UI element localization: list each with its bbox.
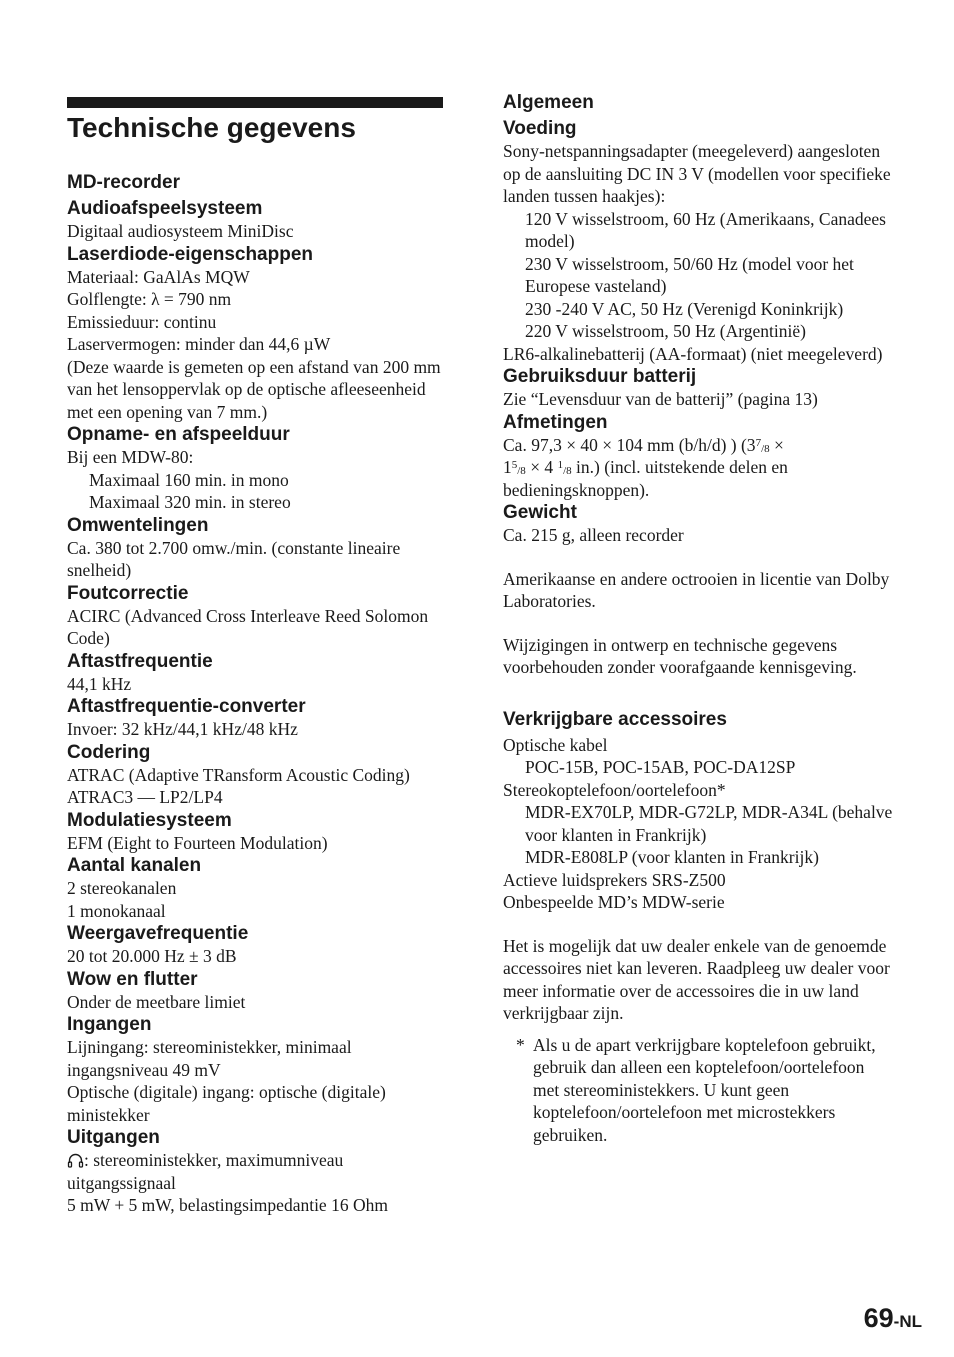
spec-heading-sampling-frequency: Aftastfrequentie xyxy=(67,650,213,672)
spec-text-power-adapter: Sony-netspanningsadapter (meegeleverd) aangesloten op de aansluiting DC IN 3 V (modellen voor specifieke landen tussen haakjes): xyxy=(503,141,891,206)
spec-heading-coding: Codering xyxy=(67,741,151,763)
dimensions-height-whole: 1 xyxy=(503,457,512,477)
spec-text-dimensions xyxy=(503,434,893,502)
design-change-notice: Wijzigingen in ontwerp en technische gegevens voorbehouden zonder voorafgaande kennisgeving. xyxy=(503,634,857,677)
fraction-denominator: /8 xyxy=(761,442,770,455)
footnote-asterisk: * xyxy=(516,1034,525,1055)
headphone-output-text: : stereoministekker, maximumniveau uitgangssignaal xyxy=(67,1150,344,1193)
accessory-headphones-france: MDR-E808LP (voor klanten in Frankrijk) xyxy=(525,847,819,867)
fraction-numerator: 5 xyxy=(511,459,518,471)
spec-text-recording-disc: Bij een MDW-80: xyxy=(67,447,194,467)
dealer-availability-notice: Het is mogelijk dat uw dealer enkele van de genoemde accessoires niet kan leveren. Raadpleeg uw dealer voor meer informatie over de accessoires die in uw land verkrijgbaar zijn. xyxy=(503,935,890,1023)
spec-text-weight: Ca. 215 g, alleen recorder xyxy=(503,525,684,545)
spec-text-power-uk: 230 -240 V AC, 50 Hz (Verenigd Koninkrijk) xyxy=(525,298,844,319)
fraction-denominator: /8 xyxy=(517,465,526,477)
spec-text-recording-mono: Maximaal 160 min. in mono xyxy=(89,469,289,490)
spec-text-laser-wavelength: Golflengte: λ = 790 nm xyxy=(67,289,232,309)
spec-text-laser-emission: Emissieduur: continu xyxy=(67,311,217,332)
spec-heading-battery-life: Gebruiksduur batterij xyxy=(503,366,697,387)
fraction-numerator: 1 xyxy=(557,459,564,471)
accessory-optical-cable: Optische kabel xyxy=(503,734,608,755)
patent-notice: Amerikaanse en andere octrooien in licentie van Dolby Laboratories. xyxy=(503,568,890,611)
spec-text-wow-flutter: Onder de meetbare limiet xyxy=(67,991,246,1012)
left-column xyxy=(67,0,447,1217)
spec-heading-modulation: Modulatiesysteem xyxy=(67,809,232,831)
spec-text-power-120v: 120 V wisselstroom, 60 Hz (Amerikaans, Canadees model) xyxy=(525,208,886,251)
dimensions-metric: Ca. 97,3 × 40 × 104 mm (b/h/d) ) (3 xyxy=(503,434,756,455)
spec-text-modulation: EFM (Eight to Fourteen Modulation) xyxy=(67,832,328,853)
page-number-suffix: -NL xyxy=(893,1312,922,1331)
spec-heading-revolutions: Omwentelingen xyxy=(67,514,209,536)
section-heading-general: Algemeen xyxy=(503,92,594,113)
section-heading-md-recorder: MD-recorder xyxy=(67,172,180,193)
spec-text-revolutions: Ca. 380 tot 2.700 omw./min. (constante lineaire snelheid) xyxy=(67,537,401,580)
accessory-optical-cable-models: POC-15B, POC-15AB, POC-DA12SP xyxy=(525,757,796,777)
page-number-value: 69 xyxy=(863,1303,894,1333)
spec-text-coding-atrac: ATRAC (Adaptive TRansform Acoustic Coding) xyxy=(67,764,410,785)
spec-text-power-220v: 220 V wisselstroom, 50 Hz (Argentinië) xyxy=(525,321,806,341)
spec-text-coding-atrac3: ATRAC3 — LP2/LP4 xyxy=(67,787,223,807)
fraction-denominator: /8 xyxy=(563,465,572,477)
spec-text-recording-stereo: Maximaal 320 min. in stereo xyxy=(89,492,291,512)
spec-text-error-correction: ACIRC (Advanced Cross Interleave Reed Solomon Code) xyxy=(67,605,429,648)
spec-heading-dimensions: Afmetingen xyxy=(503,411,608,433)
footnote-text: Als u de apart verkrijgbare koptelefoon gebruikt, gebruik dan alleen een koptelefoon/oortelefoon met stereoministekkers. U kunt geen koptelefoon/oortelefoon met microstekkers gebruiken. xyxy=(533,1034,876,1145)
spec-text-rate-converter: Invoer: 32 kHz/44,1 kHz/48 kHz xyxy=(67,719,298,739)
spec-text-channels-stereo: 2 stereokanalen xyxy=(67,878,177,898)
spec-heading-weight: Gewicht xyxy=(503,502,577,523)
spec-heading-frequency-response: Weergavefrequentie xyxy=(67,923,249,944)
spec-heading-laser-diode: Laserdiode-eigenschappen xyxy=(67,243,314,265)
spec-heading-inputs: Ingangen xyxy=(67,1014,152,1035)
spec-text-sampling-frequency: 44,1 kHz xyxy=(67,673,132,694)
spec-heading-channels: Aantal kanalen xyxy=(67,855,202,876)
section-heading-accessories: Verkrijgbare accessoires xyxy=(503,708,727,730)
spec-text-battery-life: Zie “Levensduur van de batterij” (pagina 13) xyxy=(503,389,818,409)
spec-heading-rate-converter: Aftastfrequentie-converter xyxy=(67,696,306,717)
spec-heading-audio-system: Audioafspeelsysteem xyxy=(67,198,263,219)
accessory-headphones: Stereokoptelefoon/oortelefoon* xyxy=(503,779,726,800)
spec-text-line-input: Lijningang: stereoministekker, minimaal ingangsniveau 49 mV xyxy=(67,1037,352,1080)
spec-heading-recording-time: Opname- en afspeelduur xyxy=(67,424,290,445)
footnote xyxy=(503,1034,893,1147)
spec-text-headphone-output xyxy=(67,1149,447,1194)
fraction-numerator: 7 xyxy=(755,436,762,449)
dimensions-times: × xyxy=(769,434,784,455)
spec-text-laser-material: Materiaal: GaAlAs MQW xyxy=(67,266,250,287)
spec-text-channels-mono: 1 monokanaal xyxy=(67,900,166,921)
spec-text-laser-note: (Deze waarde is gemeten op een afstand van 200 mm van het lensoppervlak op de optische afleeseenheid met een opening van 7 mm.) xyxy=(67,356,441,422)
headphones-icon xyxy=(67,1151,84,1167)
spec-text-battery-type: LR6-alkalinebatterij (AA-formaat) (niet meegeleverd) xyxy=(503,343,883,364)
accessory-headphones-models: MDR-EX70LP, MDR-G72LP, MDR-A34L (behalve voor klanten in Frankrijk) xyxy=(525,802,893,845)
spec-text-power-230v: 230 V wisselstroom, 50/60 Hz (model voor het Europese vasteland) xyxy=(525,253,854,296)
dimensions-depth-whole: × 4 xyxy=(525,457,558,477)
spec-heading-wow-flutter: Wow en flutter xyxy=(67,968,198,990)
accessory-speakers: Actieve luidsprekers SRS-Z500 xyxy=(503,869,726,890)
spec-text-audio-system: Digitaal audiosysteem MiniDisc xyxy=(67,221,294,241)
right-column xyxy=(503,0,893,1146)
page-title: Technische gegevens xyxy=(67,112,356,143)
spec-text-laser-power: Laservermogen: minder dan 44,6 µW xyxy=(67,334,331,354)
spec-heading-outputs: Uitgangen xyxy=(67,1127,160,1148)
spec-heading-power: Voeding xyxy=(503,118,577,139)
dimensions-note: in.) (incl. uitstekende delen en bedieningsknoppen). xyxy=(503,457,788,500)
accessory-blank-discs: Onbespeelde MD’s MDW-serie xyxy=(503,892,725,912)
spec-text-frequency-response: 20 tot 20.000 Hz ± 3 dB xyxy=(67,946,237,966)
page-number xyxy=(864,1300,922,1340)
spec-text-output-power: 5 mW + 5 mW, belastingsimpedantie 16 Ohm xyxy=(67,1195,388,1215)
spec-text-optical-input: Optische (digitale) ingang: optische (digitale) ministekker xyxy=(67,1082,386,1125)
spec-heading-error-correction: Foutcorrectie xyxy=(67,582,189,604)
